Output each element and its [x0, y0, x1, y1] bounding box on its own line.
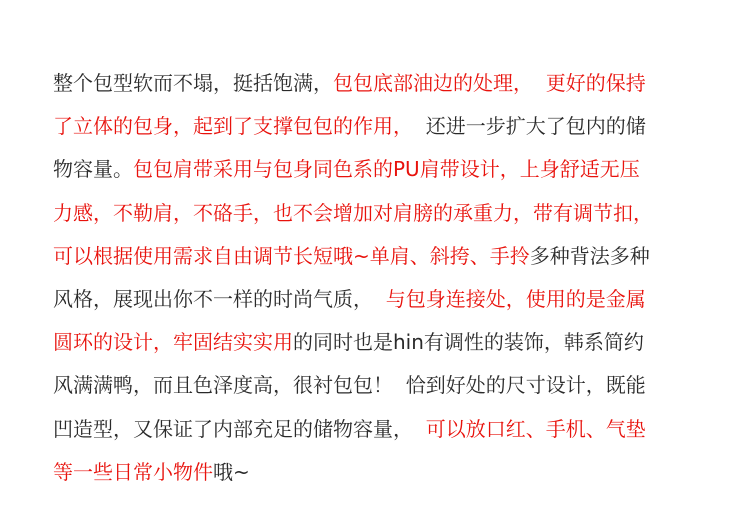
body-text: 多种背法多种: [529, 243, 650, 268]
text-line: [53, 321, 703, 364]
text-line: [53, 364, 703, 407]
text-line: [53, 408, 703, 451]
highlighted-text: 可以放口红、手机、气垫: [425, 416, 646, 441]
highlighted-text: 圆环的设计，牢固结实实用: [53, 330, 293, 355]
body-text: 风满满鸭，而且色泽度高，很衬包包！ 恰到好处的尺寸设计，既能: [53, 373, 646, 398]
text-line: [53, 192, 703, 235]
text-line: [53, 451, 703, 494]
highlighted-text: 与包身连接处，使用的是金属: [385, 286, 646, 311]
body-text: 整个包型软而不塌，挺括饱满，: [53, 71, 333, 95]
text-line: [53, 105, 703, 148]
highlighted-text: 包包底部油边的处理， 更好的保持: [333, 71, 646, 95]
body-text: 哦~: [213, 459, 250, 484]
body-text: 物容量。: [53, 157, 133, 182]
text-line: [53, 148, 703, 191]
text-line: [53, 235, 703, 278]
highlighted-text: 可以根据使用需求自由调节长短哦~单肩、斜挎、手拎: [53, 243, 530, 268]
body-text: 风格，展现出你不一样的时尚气质，: [53, 286, 386, 311]
body-text: 还进一步扩大了包内的储: [413, 114, 646, 139]
product-description: [53, 62, 703, 494]
text-line: [53, 62, 703, 105]
body-text: 的同时也是hin有调性的装饰，韩系简约: [293, 330, 644, 355]
body-text: 凹造型，又保证了内部充足的储物容量，: [53, 416, 426, 441]
highlighted-text: 包包肩带采用与包身同色系的PU肩带设计，上身舒适无压: [133, 157, 640, 182]
highlighted-text: 等一些日常小物件: [53, 459, 213, 484]
highlighted-text: 了立体的包身，起到了支撑包包的作用，: [53, 114, 413, 139]
highlighted-text: 力感，不勒肩，不硌手，也不会增加对肩膀的承重力，带有调节扣，: [53, 200, 653, 225]
text-line: [53, 278, 703, 321]
